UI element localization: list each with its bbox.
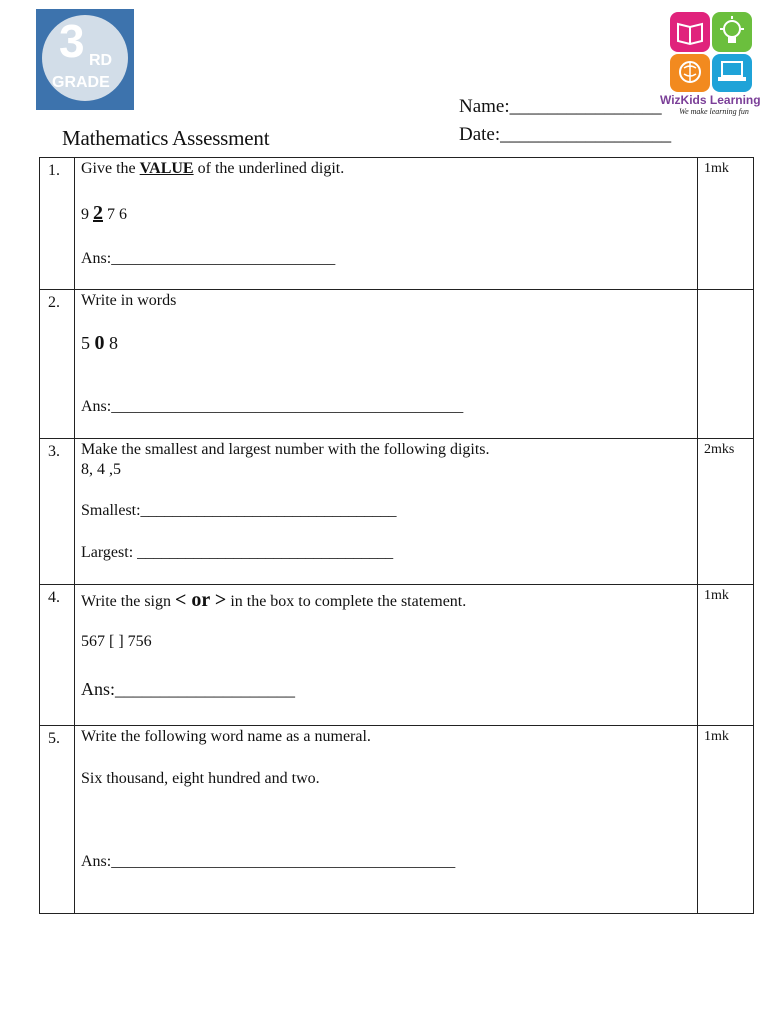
question-row-4 (40, 585, 754, 726)
question-number: 4. (48, 589, 60, 606)
answer-line[interactable]: Ans:____________________________ (81, 250, 336, 267)
number-display: 5 0 8 (81, 332, 118, 354)
underlined-digit: 2 (93, 202, 103, 224)
badge-number: 3 (59, 15, 85, 67)
bold-digit: 0 (94, 332, 105, 354)
question-prompt: Write the following word name as a numeral. (81, 728, 371, 745)
logo-tagline: We make learning fun (679, 107, 749, 116)
marks-label: 1mk (704, 588, 729, 603)
questions-table (39, 157, 754, 914)
answer-line[interactable]: Ans:___________________________________________ (81, 853, 456, 870)
logo-brand-name: WizKids Learning (660, 93, 761, 107)
question-row-2 (40, 290, 754, 439)
digits-list: 8, 4 ,5 (81, 461, 121, 478)
word-name: Six thousand, eight hundred and two. (81, 770, 320, 787)
logo-icon (666, 10, 762, 94)
marks-label: 2mks (704, 442, 735, 457)
number-display: 9 2 7 6 (81, 202, 127, 224)
badge-grade-text: GRADE (52, 74, 110, 91)
marks-label: 1mk (704, 161, 729, 176)
question-number: 1. (48, 162, 60, 179)
question-prompt: Give the VALUE of the underlined digit. (81, 160, 345, 177)
wizkids-logo (660, 10, 762, 120)
marks-label: 1mk (704, 729, 729, 744)
name-field[interactable]: Name:________________ (459, 96, 662, 117)
sign-symbols: < or > (175, 589, 227, 611)
date-field[interactable]: Date:__________________ (459, 124, 672, 145)
question-prompt: Write in words (81, 292, 177, 309)
answer-line[interactable]: Ans:____________________ (81, 679, 296, 699)
largest-answer-line[interactable]: Largest: ________________________________ (81, 544, 394, 561)
smallest-answer-line[interactable]: Smallest:________________________________ (81, 502, 397, 519)
question-number: 3. (48, 443, 60, 460)
comparison-statement: 567 [ ] 756 (81, 633, 152, 650)
question-row-5 (40, 726, 754, 914)
badge-suffix: RD (89, 52, 113, 69)
question-number: 5. (48, 730, 60, 747)
question-number: 2. (48, 294, 60, 311)
grade-badge (36, 9, 134, 110)
keyword-value: VALUE (139, 160, 194, 177)
question-prompt: Write the sign < or > in the box to complete the statement. (81, 589, 467, 611)
question-row-3 (40, 439, 754, 585)
question-row-1 (40, 158, 754, 290)
question-prompt: Make the smallest and largest number with the following digits. (81, 441, 490, 458)
page-title: Mathematics Assessment (62, 126, 270, 150)
answer-line[interactable]: Ans:____________________________________________ (81, 398, 464, 415)
